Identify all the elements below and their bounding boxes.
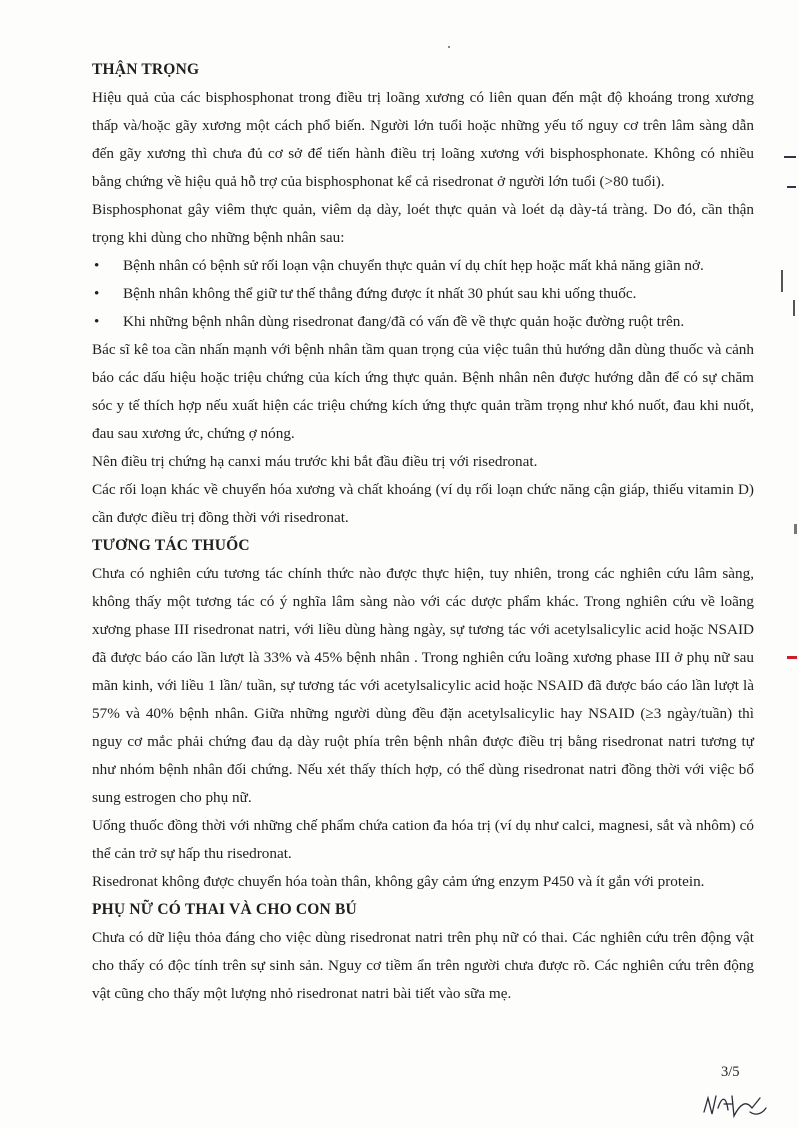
margin-mark bbox=[794, 524, 797, 534]
section-heading-than-trong: THẬN TRỌNG bbox=[92, 61, 200, 78]
section-heading-phu-nu-co-thai: PHỤ NỮ CÓ THAI VÀ CHO CON BÚ bbox=[92, 901, 357, 918]
bullet-item: • Khi những bệnh nhân dùng risedronat đang/đã có vấn đề về thực quản hoặc đường ruột trên. bbox=[92, 308, 754, 336]
paragraph: Hiệu quả của các bisphosphonat trong điều trị loãng xương có liên quan đến mật độ khoáng trong xương thấp và/hoặc gãy xương một cách phổ biến. Người lớn tuổi hoặc những yếu tố nguy cơ trên lâm sàng dẫn đến gãy xương thì chưa đủ cơ sở để tiến hành điều trị loãng xương với bisphosphonate. Không có nhiều bằng chứng về hiệu quả hỗ trợ của bisphosphonat kể cả risedronat ở người lớn tuổi (>80 tuổi). bbox=[92, 89, 754, 190]
bullet-list bbox=[92, 252, 754, 336]
paragraph: Risedronat không được chuyển hóa toàn thân, không gây cảm ứng enzym P450 và ít gắn với protein. bbox=[92, 873, 705, 890]
page-number: 3/5 bbox=[721, 1064, 740, 1080]
section-heading-tuong-tac-thuoc: TƯƠNG TÁC THUỐC bbox=[92, 537, 250, 554]
margin-mark-red bbox=[787, 656, 797, 659]
paragraph: Chưa có dữ liệu thỏa đáng cho việc dùng risedronat natri trên phụ nữ có thai. Các nghiên cứu trên động vật cho thấy có độc tính trên sự sinh sản. Nguy cơ tiềm ẩn trên người chưa được rõ. Các nghiên cứu trên động vật cũng cho thấy một lượng nhỏ risedronat natri bài tiết vào sữa mẹ. bbox=[92, 929, 754, 1002]
margin-mark bbox=[787, 186, 796, 188]
paragraph: Nên điều trị chứng hạ canxi máu trước khi bắt đầu điều trị với risedronat. bbox=[92, 453, 538, 470]
document-body bbox=[92, 56, 754, 1008]
bullet-item: • Bệnh nhân có bệnh sử rối loạn vận chuyển thực quản ví dụ chít hẹp hoặc mất khả năng giãn nở. bbox=[92, 252, 754, 280]
paragraph: Uống thuốc đồng thời với những chế phẩm chứa cation đa hóa trị (ví dụ như calci, magnesi, sắt và nhôm) có thể cản trở sự hấp thu risedronat. bbox=[92, 817, 754, 862]
paragraph: Bác sĩ kê toa cần nhấn mạnh với bệnh nhân tầm quan trọng của việc tuân thủ hướng dẫn dùng thuốc và cảnh báo các dấu hiệu hoặc triệu chứng của kích ứng thực quản. Bệnh nhân nên được hướng dẫn để có sự chăm sóc y tế thích hợp nếu xuất hiện các triệu chứng kích ứng thực quản trầm trọng như khó nuốt, đau khi nuốt, đau sau xương ức, chứng ợ nóng. bbox=[92, 341, 754, 442]
scan-speck bbox=[448, 46, 450, 48]
paragraph: Chưa có nghiên cứu tương tác chính thức nào được thực hiện, tuy nhiên, trong các nghiên cứu lâm sàng, không thấy một tương tác có ý nghĩa lâm sàng nào với các dược phẩm khác. Trong nghiên cứu về loãng xương phase III risedronat natri, với liều dùng hàng ngày, sự tương tác với acetylsalicylic acid hoặc NSAID đã được báo cáo lần lượt là 33% và 45% bệnh nhân . Trong nghiên cứu loãng xương phase III ở phụ nữ sau mãn kinh, với liều 1 lần/ tuần, sự tương tác với acetylsalicylic acid hoặc NSAID đã được báo cáo lần lượt là 57% và 40% bệnh nhân. Giữa những người dùng đều đặn acetylsalicylic hay NSAID (≥3 ngày/tuần) thì nguy cơ mắc phải chứng đau dạ dày ruột phía trên bệnh nhân được điều trị bằng risedronat natri tương tự như nhóm bệnh nhân đối chứng. Nếu xét thấy thích hợp, có thể dùng risedronat natri đồng thời với việc bổ sung estrogen cho phụ nữ. bbox=[92, 565, 754, 806]
bullet-item: • Bệnh nhân không thể giữ tư thế thẳng đứng được ít nhất 30 phút sau khi uống thuốc. bbox=[92, 280, 754, 308]
paragraph: Các rối loạn khác về chuyển hóa xương và chất khoáng (ví dụ rối loạn chức năng cận giáp, thiếu vitamin D) cần được điều trị đồng thời với risedronat. bbox=[92, 481, 754, 526]
margin-mark bbox=[781, 270, 783, 292]
paragraph: Bisphosphonat gây viêm thực quản, viêm dạ dày, loét thực quản và loét dạ dày-tá tràng. Do đó, cần thận trọng khi dùng cho những bệnh nhân sau: bbox=[92, 201, 754, 246]
margin-mark bbox=[784, 156, 796, 158]
margin-mark bbox=[793, 300, 795, 316]
handwritten-signature bbox=[700, 1086, 770, 1122]
